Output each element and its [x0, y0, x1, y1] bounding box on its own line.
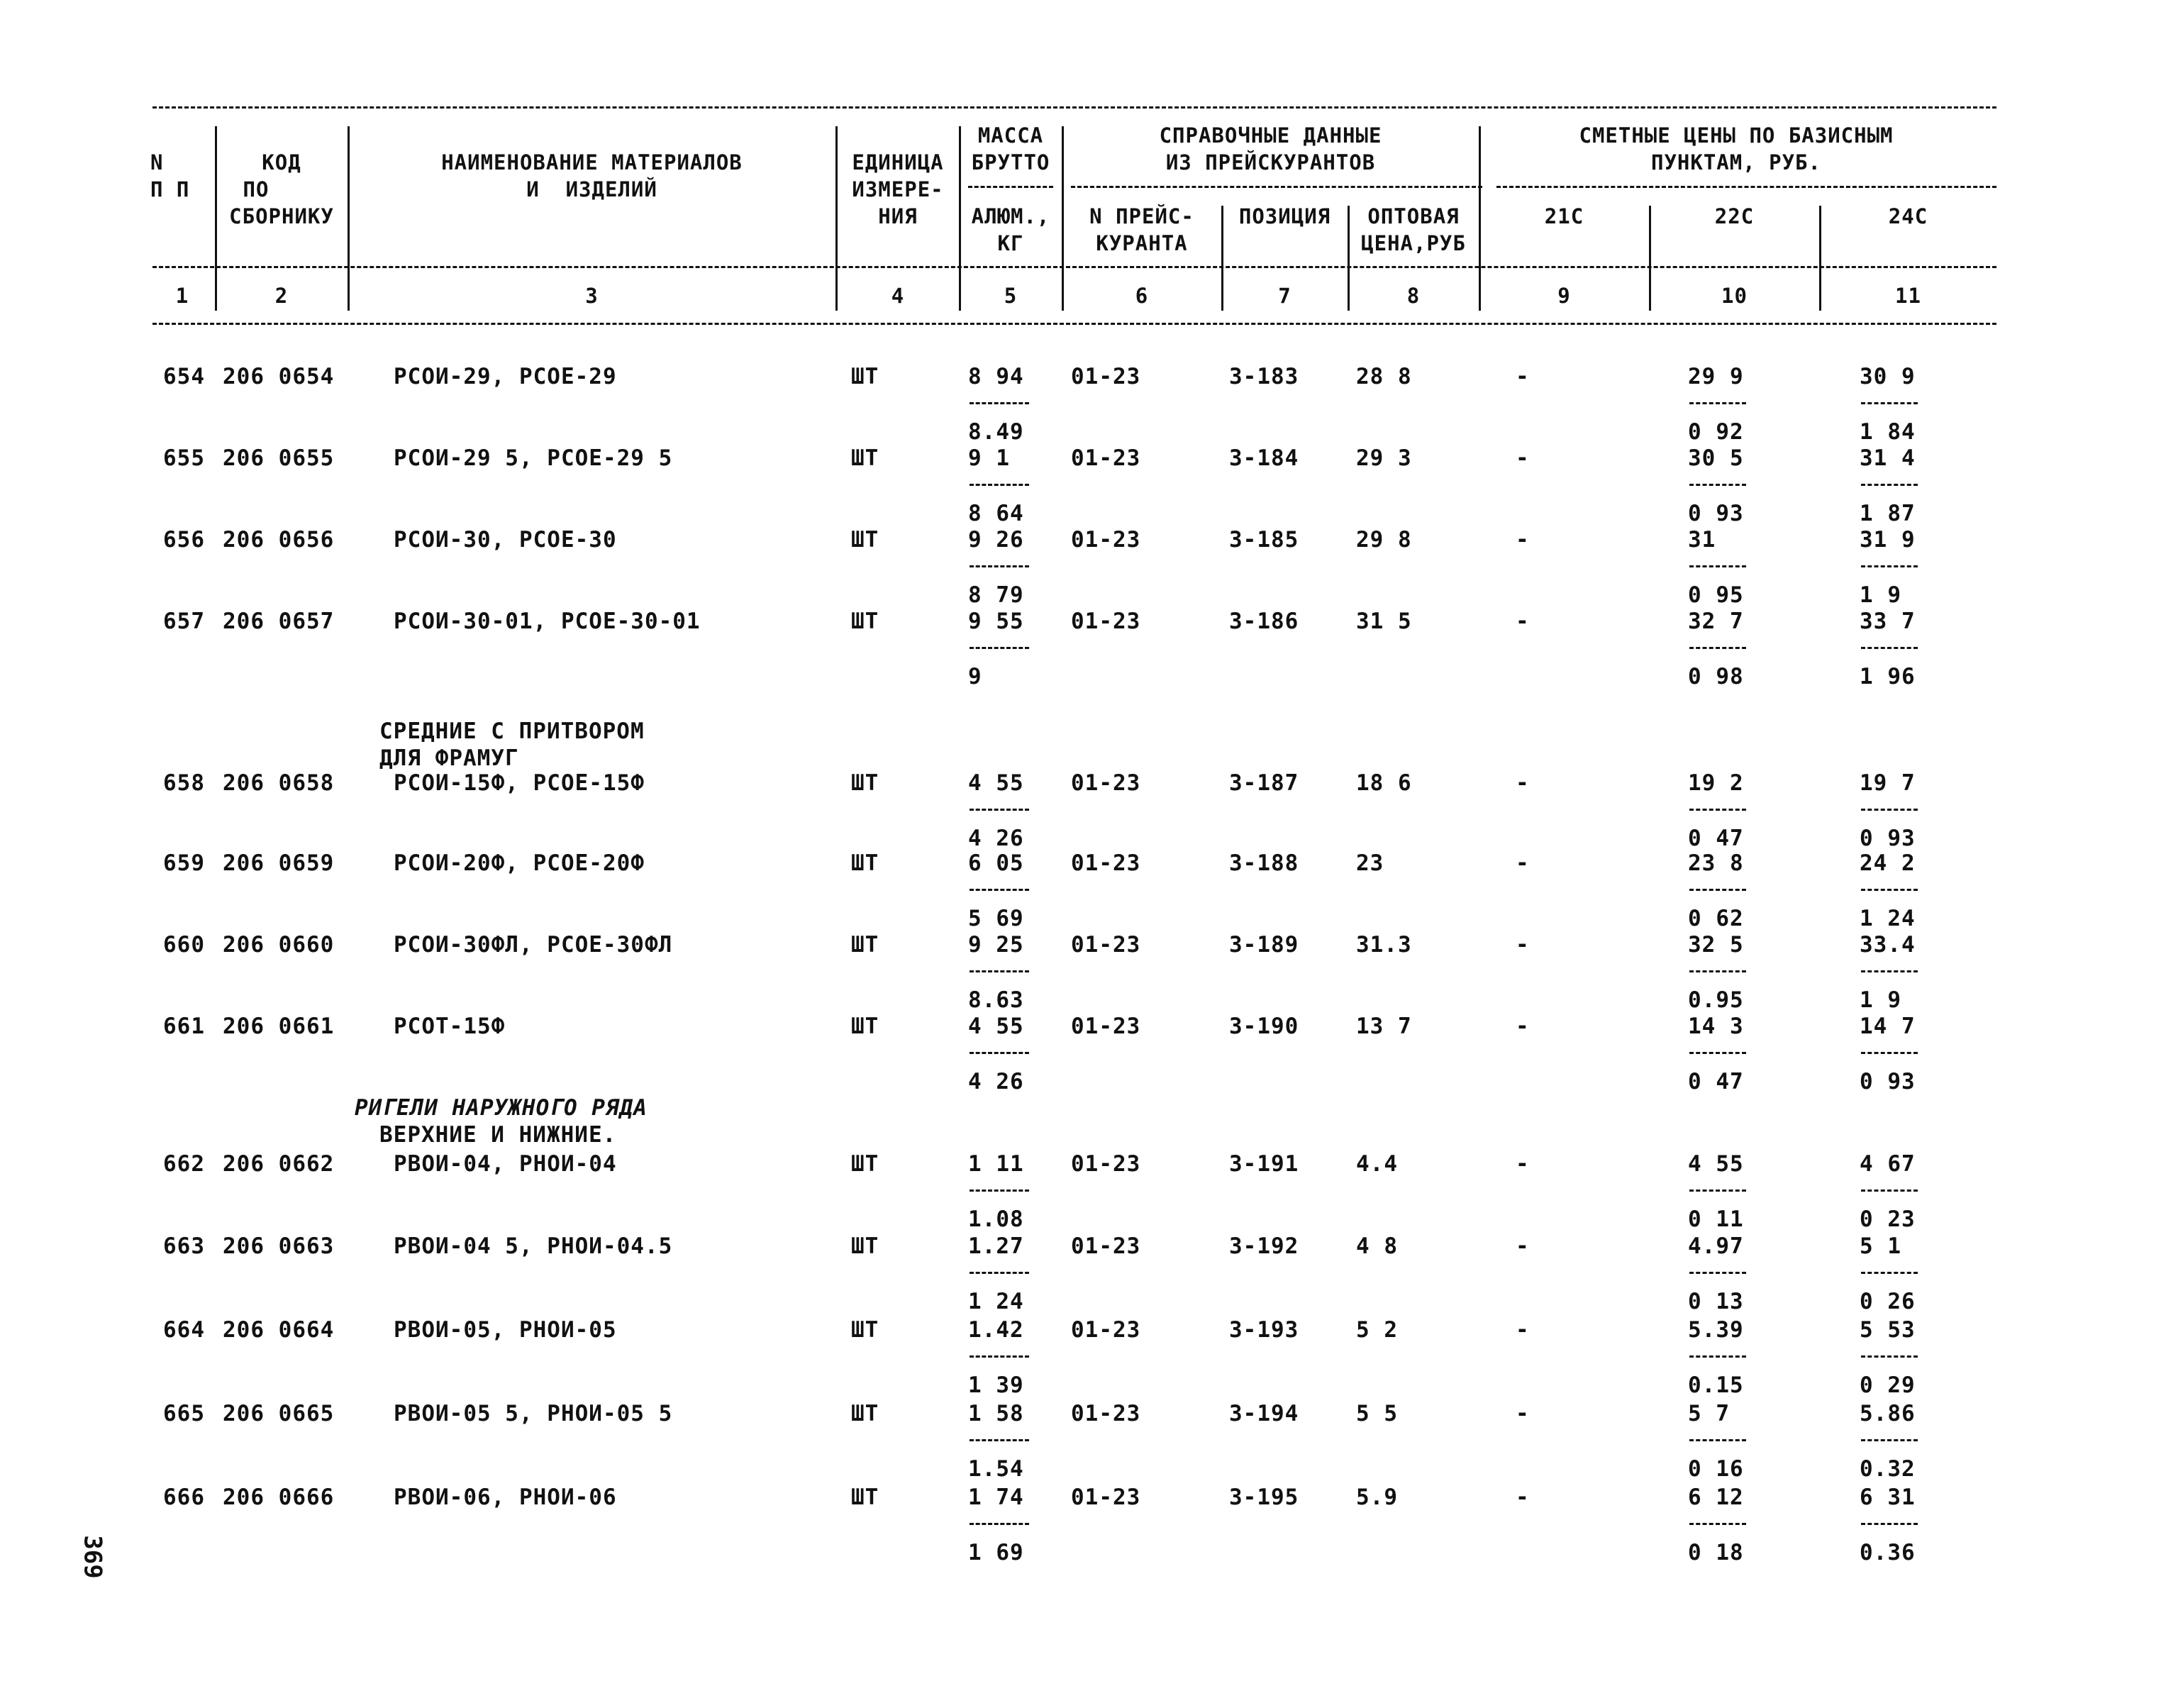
row-price-list: 01-23 — [1071, 609, 1141, 634]
row-price-22c: 14 3 — [1688, 1014, 1744, 1039]
row-number: 655 — [163, 445, 205, 471]
row-code: 206 0656 — [223, 527, 335, 553]
row-unit: ШТ — [851, 364, 879, 389]
row-mass-sub: 1 69 — [968, 1540, 1024, 1565]
fraction-line — [1689, 647, 1746, 649]
row-name: РСОИ-30ФЛ, РСОЕ-30ФЛ — [394, 932, 673, 958]
row-code: 206 0661 — [223, 1014, 335, 1039]
fraction-line — [1861, 1523, 1918, 1525]
row-price-22c-sub: 0 93 — [1688, 501, 1744, 526]
row-price-24c: 31 9 — [1860, 527, 1916, 553]
column-number-2: 2 — [274, 284, 289, 308]
header-columns-rule — [152, 266, 1996, 268]
column-number-7: 7 — [1278, 284, 1292, 308]
fraction-line — [1689, 1190, 1746, 1192]
header-price-group-line1: СМЕТНЫЕ ЦЕНЫ ПО БАЗИСНЫМ — [1579, 123, 1894, 148]
row-number: 658 — [163, 770, 205, 796]
fraction-line — [1861, 402, 1918, 404]
row-price-24c-sub: 0 29 — [1860, 1372, 1916, 1398]
row-wholesale-price: 4.4 — [1356, 1151, 1398, 1177]
row-wholesale-price: 28 8 — [1356, 364, 1412, 389]
row-price-list: 01-23 — [1071, 527, 1141, 553]
row-mass: 6 05 — [968, 850, 1024, 876]
row-price-24c-sub: 1 9 — [1860, 987, 1901, 1013]
row-position: 3-183 — [1229, 364, 1299, 389]
row-price-list: 01-23 — [1071, 1014, 1141, 1039]
row-price-list: 01-23 — [1071, 850, 1141, 876]
row-number: 659 — [163, 850, 205, 876]
column-number-10: 10 — [1721, 284, 1748, 308]
header-col11: 24С — [1888, 204, 1928, 228]
fraction-line — [1689, 809, 1746, 811]
row-wholesale-price: 5 2 — [1356, 1317, 1398, 1343]
row-wholesale-price: 31.3 — [1356, 932, 1412, 958]
row-price-21c: - — [1516, 1014, 1530, 1039]
row-number: 662 — [163, 1151, 205, 1177]
row-code: 206 0654 — [223, 364, 335, 389]
header-top-rule — [152, 106, 1996, 109]
row-price-21c: - — [1516, 1317, 1530, 1343]
row-unit: ШТ — [851, 770, 879, 796]
row-number: 664 — [163, 1317, 205, 1343]
row-mass-sub: 9 — [968, 664, 982, 689]
row-price-21c: - — [1516, 527, 1530, 553]
row-code: 206 0660 — [223, 932, 335, 958]
header-col4-line2: ИЗМЕРЕ- — [852, 177, 944, 201]
fraction-line — [970, 402, 1029, 404]
header-inner-rule-mass — [968, 186, 1053, 188]
header-col9: 21С — [1544, 204, 1584, 228]
row-price-24c: 14 7 — [1860, 1014, 1916, 1039]
row-price-24c: 31 4 — [1860, 445, 1916, 471]
row-unit: ШТ — [851, 1485, 879, 1510]
header-col5-top2: БРУТТО — [971, 150, 1050, 174]
fraction-line — [970, 484, 1029, 486]
fraction-line — [970, 647, 1029, 649]
row-unit: ШТ — [851, 609, 879, 634]
row-position: 3-191 — [1229, 1151, 1299, 1177]
row-mass-sub: 1 39 — [968, 1372, 1024, 1398]
row-price-22c: 29 9 — [1688, 364, 1744, 389]
row-mass-sub: 1.08 — [968, 1207, 1024, 1232]
row-price-24c: 30 9 — [1860, 364, 1916, 389]
row-mass-sub: 8.63 — [968, 987, 1024, 1013]
fraction-line — [1689, 1355, 1746, 1358]
header-col2-line1: КОД — [262, 150, 301, 174]
row-number: 666 — [163, 1485, 205, 1510]
header-price-group-line2: ПУНКТАМ, РУБ. — [1651, 150, 1821, 174]
row-name: РСОИ-20Ф, РСОЕ-20Ф — [394, 850, 645, 876]
row-price-list: 01-23 — [1071, 445, 1141, 471]
row-price-24c: 6 31 — [1860, 1485, 1916, 1510]
row-price-22c: 6 12 — [1688, 1485, 1744, 1510]
row-code: 206 0655 — [223, 445, 335, 471]
row-price-21c: - — [1516, 1233, 1530, 1259]
fraction-line — [970, 1355, 1029, 1358]
fraction-line — [1689, 1052, 1746, 1054]
fraction-line — [1861, 484, 1918, 486]
page-number: 369 — [78, 1535, 107, 1579]
header-col3-line2: И ИЗДЕЛИЙ — [526, 177, 657, 201]
row-mass: 1.42 — [968, 1317, 1024, 1343]
fraction-line — [970, 565, 1029, 567]
row-price-22c: 5.39 — [1688, 1317, 1744, 1343]
row-price-24c-sub: 1 84 — [1860, 419, 1916, 445]
header-col8-line1: ОПТОВАЯ — [1367, 204, 1460, 228]
header-inner-rule-ref — [1071, 186, 1482, 188]
row-code: 206 0666 — [223, 1485, 335, 1510]
row-position: 3-195 — [1229, 1485, 1299, 1510]
fraction-line — [970, 1272, 1029, 1274]
row-price-22c-sub: 0 98 — [1688, 664, 1744, 689]
row-price-22c: 4 55 — [1688, 1151, 1744, 1177]
row-price-24c-sub: 1 24 — [1860, 906, 1916, 931]
row-price-22c-sub: 0 16 — [1688, 1456, 1744, 1482]
row-name: РВОИ-05 5, РНОИ-05 5 — [394, 1401, 673, 1426]
header-ref-group-line2: ИЗ ПРЕЙСКУРАНТОВ — [1165, 150, 1376, 174]
header-inner-rule-price — [1496, 186, 1996, 188]
column-number-9: 9 — [1557, 284, 1571, 308]
row-number: 665 — [163, 1401, 205, 1426]
column-number-8: 8 — [1406, 284, 1421, 308]
fraction-line — [970, 809, 1029, 811]
row-mass-sub: 5 69 — [968, 906, 1024, 931]
row-mass: 9 1 — [968, 445, 1010, 471]
row-price-list: 01-23 — [1071, 1317, 1141, 1343]
row-wholesale-price: 23 — [1356, 850, 1384, 876]
row-mass-sub: 4 26 — [968, 1069, 1024, 1094]
row-mass-sub: 1 24 — [968, 1289, 1024, 1314]
fraction-line — [970, 1190, 1029, 1192]
row-price-24c-sub: 1 9 — [1860, 582, 1901, 608]
row-price-24c-sub: 1 87 — [1860, 501, 1916, 526]
header-col4-line1: ЕДИНИЦА — [852, 150, 944, 174]
fraction-line — [1689, 1272, 1746, 1274]
row-mass-sub: 4 26 — [968, 826, 1024, 851]
row-mass-sub: 8 64 — [968, 501, 1024, 526]
row-unit: ШТ — [851, 445, 879, 471]
fraction-line — [970, 1052, 1029, 1054]
row-position: 3-189 — [1229, 932, 1299, 958]
fraction-line — [1861, 647, 1918, 649]
header-col2-line3: СБОРНИКУ — [229, 204, 334, 228]
row-unit: ШТ — [851, 932, 879, 958]
row-mass: 1.27 — [968, 1233, 1024, 1259]
row-price-22c: 19 2 — [1688, 770, 1744, 796]
row-wholesale-price: 29 3 — [1356, 445, 1412, 471]
row-price-21c: - — [1516, 1401, 1530, 1426]
fraction-line — [970, 889, 1029, 891]
row-price-22c-sub: 0 18 — [1688, 1540, 1744, 1565]
header-col5-top1: МАССА — [977, 123, 1044, 148]
header-col7: ПОЗИЦИЯ — [1238, 204, 1331, 228]
header-col8-line2: ЦЕНА,РУБ — [1361, 231, 1466, 255]
row-position: 3-194 — [1229, 1401, 1299, 1426]
row-price-21c: - — [1516, 445, 1530, 471]
row-price-22c-sub: 0.95 — [1688, 987, 1744, 1013]
row-wholesale-price: 13 7 — [1356, 1014, 1412, 1039]
row-price-22c-sub: 0 47 — [1688, 1069, 1744, 1094]
fraction-line — [970, 1523, 1029, 1525]
row-number: 663 — [163, 1233, 205, 1259]
row-price-24c-sub: 0.36 — [1860, 1540, 1916, 1565]
row-price-24c: 4 67 — [1860, 1151, 1916, 1177]
fraction-line — [1689, 402, 1746, 404]
row-name: РСОИ-29 5, РСОЕ-29 5 — [394, 445, 673, 471]
fraction-line — [1861, 1272, 1918, 1274]
header-col5-bottom2: КГ — [997, 231, 1024, 255]
fraction-line — [1689, 565, 1746, 567]
row-wholesale-price: 29 8 — [1356, 527, 1412, 553]
row-mass: 1 58 — [968, 1401, 1024, 1426]
row-name: РСОИ-30, РСОЕ-30 — [394, 527, 617, 553]
row-price-24c: 24 2 — [1860, 850, 1916, 876]
header-ref-group-line1: СПРАВОЧНЫЕ ДАННЫЕ — [1159, 123, 1382, 148]
row-name: РВОИ-05, РНОИ-05 — [394, 1317, 617, 1343]
row-wholesale-price: 31 5 — [1356, 609, 1412, 634]
row-unit: ШТ — [851, 1233, 879, 1259]
column-number-3: 3 — [585, 284, 599, 308]
row-number: 656 — [163, 527, 205, 553]
row-price-21c: - — [1516, 609, 1530, 634]
fraction-line — [1689, 484, 1746, 486]
row-price-24c-sub: 0 23 — [1860, 1207, 1916, 1232]
row-price-list: 01-23 — [1071, 770, 1141, 796]
header-col6-line2: КУРАНТА — [1096, 231, 1188, 255]
row-price-21c: - — [1516, 364, 1530, 389]
fraction-line — [1861, 970, 1918, 972]
row-price-24c-sub: 0 93 — [1860, 826, 1916, 851]
header-col3-line1: НАИМЕНОВАНИЕ МАТЕРИАЛОВ — [441, 150, 743, 174]
row-mass: 9 25 — [968, 932, 1024, 958]
row-price-22c: 4.97 — [1688, 1233, 1744, 1259]
row-mass: 8 94 — [968, 364, 1024, 389]
column-number-1: 1 — [175, 284, 189, 308]
fraction-line — [1861, 809, 1918, 811]
row-unit: ШТ — [851, 1401, 879, 1426]
row-price-21c: - — [1516, 770, 1530, 796]
header-col5-bottom1: АЛЮМ., — [971, 204, 1050, 228]
row-position: 3-192 — [1229, 1233, 1299, 1259]
header-col1-line2: П П — [150, 177, 190, 201]
row-position: 3-187 — [1229, 770, 1299, 796]
row-name: РСОИ-29, РСОЕ-29 — [394, 364, 617, 389]
row-price-24c-sub: 0 26 — [1860, 1289, 1916, 1314]
column-number-4: 4 — [891, 284, 905, 308]
row-price-22c: 31 — [1688, 527, 1716, 553]
row-position: 3-186 — [1229, 609, 1299, 634]
column-number-5: 5 — [1004, 284, 1018, 308]
row-position: 3-188 — [1229, 850, 1299, 876]
row-price-22c: 5 7 — [1688, 1401, 1730, 1426]
row-wholesale-price: 5 5 — [1356, 1401, 1398, 1426]
header-bottom-rule — [152, 323, 1996, 325]
row-mass: 9 55 — [968, 609, 1024, 634]
row-position: 3-190 — [1229, 1014, 1299, 1039]
row-mass: 4 55 — [968, 770, 1024, 796]
row-wholesale-price: 18 6 — [1356, 770, 1412, 796]
fraction-line — [1861, 1355, 1918, 1358]
section-heading-line1: РИГЕЛИ НАРУЖНОГО РЯДА — [355, 1095, 648, 1121]
row-code: 206 0665 — [223, 1401, 335, 1426]
row-mass: 4 55 — [968, 1014, 1024, 1039]
row-mass: 1 11 — [968, 1151, 1024, 1177]
row-price-24c-sub: 0 93 — [1860, 1069, 1916, 1094]
row-price-22c: 30 5 — [1688, 445, 1744, 471]
row-price-21c: - — [1516, 1151, 1530, 1177]
row-price-24c: 5 1 — [1860, 1233, 1901, 1259]
row-unit: ШТ — [851, 1317, 879, 1343]
row-name: РВОИ-06, РНОИ-06 — [394, 1485, 617, 1510]
row-price-21c: - — [1516, 932, 1530, 958]
row-price-22c: 32 5 — [1688, 932, 1744, 958]
row-price-list: 01-23 — [1071, 1401, 1141, 1426]
row-price-22c-sub: 0 13 — [1688, 1289, 1744, 1314]
row-code: 206 0663 — [223, 1233, 335, 1259]
header-col2-line2: ПО — [243, 177, 270, 201]
row-code: 206 0657 — [223, 609, 335, 634]
row-mass-sub: 8 79 — [968, 582, 1024, 608]
row-number: 660 — [163, 932, 205, 958]
row-name: РСОИ-30-01, РСОЕ-30-01 — [394, 609, 701, 634]
row-name: РСОТ-15Ф — [394, 1014, 506, 1039]
row-price-24c-sub: 1 96 — [1860, 664, 1916, 689]
row-unit: ШТ — [851, 850, 879, 876]
row-price-22c-sub: 0 62 — [1688, 906, 1744, 931]
row-price-22c-sub: 0 47 — [1688, 826, 1744, 851]
row-name: РСОИ-15Ф, РСОЕ-15Ф — [394, 770, 645, 796]
header-col4-line3: НИЯ — [878, 204, 918, 228]
row-price-24c: 19 7 — [1860, 770, 1916, 796]
row-price-list: 01-23 — [1071, 1151, 1141, 1177]
row-number: 654 — [163, 364, 205, 389]
fraction-line — [1689, 1439, 1746, 1441]
row-mass-sub: 8.49 — [968, 419, 1024, 445]
row-price-24c: 33 7 — [1860, 609, 1916, 634]
fraction-line — [1861, 1439, 1918, 1441]
row-price-24c: 5 53 — [1860, 1317, 1916, 1343]
fraction-line — [970, 1439, 1029, 1441]
row-name: РВОИ-04 5, РНОИ-04.5 — [394, 1233, 673, 1259]
row-name: РВОИ-04, РНОИ-04 — [394, 1151, 617, 1177]
header-col6-line1: N ПРЕЙС- — [1089, 204, 1194, 228]
row-price-22c: 23 8 — [1688, 850, 1744, 876]
header-col10: 22С — [1714, 204, 1755, 228]
column-number-11: 11 — [1895, 284, 1921, 308]
row-unit: ШТ — [851, 527, 879, 553]
row-unit: ШТ — [851, 1151, 879, 1177]
row-price-21c: - — [1516, 1485, 1530, 1510]
row-number: 661 — [163, 1014, 205, 1039]
fraction-line — [1861, 1190, 1918, 1192]
row-code: 206 0658 — [223, 770, 335, 796]
row-wholesale-price: 4 8 — [1356, 1233, 1398, 1259]
row-code: 206 0664 — [223, 1317, 335, 1343]
row-price-list: 01-23 — [1071, 1485, 1141, 1510]
row-price-21c: - — [1516, 850, 1530, 876]
row-price-22c: 32 7 — [1688, 609, 1744, 634]
section-heading-line1: СРЕДНИЕ С ПРИТВОРОМ — [379, 719, 645, 744]
row-code: 206 0662 — [223, 1151, 335, 1177]
header-col1-line1: N — [150, 150, 164, 174]
row-position: 3-193 — [1229, 1317, 1299, 1343]
fraction-line — [970, 970, 1029, 972]
section-heading-line2: ДЛЯ ФРАМУГ — [379, 745, 519, 771]
row-price-list: 01-23 — [1071, 932, 1141, 958]
fraction-line — [1861, 889, 1918, 891]
section-heading-line2: ВЕРХНИЕ И НИЖНИЕ. — [379, 1122, 617, 1148]
row-price-22c-sub: 0.15 — [1688, 1372, 1744, 1398]
row-position: 3-185 — [1229, 527, 1299, 553]
row-unit: ШТ — [851, 1014, 879, 1039]
row-mass: 1 74 — [968, 1485, 1024, 1510]
fraction-line — [1689, 1523, 1746, 1525]
fraction-line — [1861, 1052, 1918, 1054]
row-mass: 9 26 — [968, 527, 1024, 553]
row-price-list: 01-23 — [1071, 1233, 1141, 1259]
row-price-24c: 33.4 — [1860, 932, 1916, 958]
row-price-24c-sub: 0.32 — [1860, 1456, 1916, 1482]
row-mass-sub: 1.54 — [968, 1456, 1024, 1482]
row-wholesale-price: 5.9 — [1356, 1485, 1398, 1510]
column-number-6: 6 — [1135, 284, 1149, 308]
row-number: 657 — [163, 609, 205, 634]
fraction-line — [1689, 970, 1746, 972]
fraction-line — [1689, 889, 1746, 891]
row-position: 3-184 — [1229, 445, 1299, 471]
row-price-24c: 5.86 — [1860, 1401, 1916, 1426]
row-price-22c-sub: 0 92 — [1688, 419, 1744, 445]
row-price-22c-sub: 0 95 — [1688, 582, 1744, 608]
row-price-list: 01-23 — [1071, 364, 1141, 389]
row-code: 206 0659 — [223, 850, 335, 876]
row-price-22c-sub: 0 11 — [1688, 1207, 1744, 1232]
fraction-line — [1861, 565, 1918, 567]
